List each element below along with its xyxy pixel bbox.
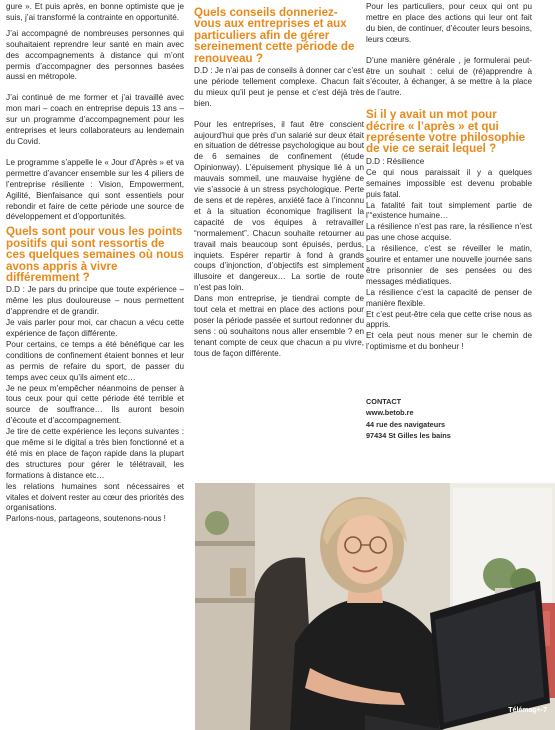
photo-illustration [195, 483, 555, 730]
paragraph: gure ». Et puis après, en bonne optimiste que je suis, j’ai transformé la contrainte en opportunité. [6, 2, 184, 22]
article-column-3 [366, 2, 532, 353]
contact-website-link[interactable]: www.betob.re [366, 408, 414, 418]
paragraph: Pour les particuliers, pour ceux qui ont pu mettre en place des actions qui leur ont fait du bien, de continuer, d’écouter leurs besoins, leurs cœurs. [366, 2, 532, 44]
contact-block [366, 396, 532, 441]
paragraph: Pour les entreprises, il faut être conscient aujourd’hui que près d’un salarié sur deux était en situation de détresse psychologique au bout de 6 semaines de confinement (étude Opinionway). L’épuisement physique lié à un mauvais sommeil, une mauvaise hygiène de vie s’associe à un stress psychologique. Perte de sens et de repères, anxiété face à l’inconnu et à la situation économique fragilisent la capacité de vos équipes à retravailler “normalement”. Chacun souhaite retourner au travail mais beaucoup sont épuisés, perdus, inquiets. Espérer repartir à fond à grands coups d’injonction, d’objectifs est simplement illusoire et dangereux… La sortie de route n’est pas loin. [194, 119, 364, 293]
contact-title: CONTACT [366, 397, 402, 406]
page-folio: Télémag+-7 [508, 707, 547, 714]
paragraph: Ce qui nous paraissait il y a quelques semaines impossible est devenu probable puis fatal. [366, 167, 532, 199]
paragraph: La résilience n’est pas rare, la résilience n’est pas une chose acquise. [366, 222, 532, 243]
paragraph: La résilience, c’est se réveiller le matin, sourire et entamer une nouvelle journée sans être prisonnier de ses pensées ou des messages médiatiques. [366, 244, 532, 286]
paragraph: D.D : Résilience [366, 156, 425, 166]
paragraph: Et cela peut nous mener sur le chemin de l’optimisme et du bonheur ! [366, 331, 532, 352]
question-heading: Quels sont pour vous les points positifs qui sont ressortis de ces quelques semaines où nous avons appris à vivre différemment ? [6, 225, 184, 284]
paragraph: Le programme s’appelle le « Jour d’Après » et va permettre d’avancer ensemble sur les 4 piliers de l’entreprise résiliente : Vision, Empowerment, Agilité, Bienfaisance qui sont essentiels pour rebondir et faire de cette période une source de développement et d’opportunités. [6, 157, 184, 222]
contact-city: 97434 St Gilles les bains [366, 430, 451, 440]
paragraph: Je ne peux m’empêcher néanmoins de penser à tous ceux pour qui cette période été terrible et source de souffrance… Ils auront besoin d’écoute et d’accompagnement. [6, 383, 184, 426]
paragraph: D’une manière générale , je formulerai peut-être un souhait : celui de (ré)apprendre à s’écouter, à échanger, à se mettre à la place de l’autre. [366, 55, 532, 98]
article-column-2 [194, 2, 364, 360]
paragraph: D.D : Je n’ai pas de conseils à donner car c’est une période tellement complexe. Chacun fait du mieux qu’il peut je pense et c’est déjà très bien. [194, 66, 364, 108]
paragraph: Et c’est peut-être cela que cette crise nous as appris. [366, 309, 532, 330]
article-column-1 [6, 2, 184, 525]
paragraph: La résilience c’est la capacité de penser de manière flexible. [366, 287, 532, 308]
paragraph: Parlons-nous, partageons, soutenons-nous ! [6, 514, 166, 524]
paragraph: La fatalité fait tout simplement partie de l’“existence humaine… [366, 200, 532, 221]
paragraph: J’ai accompagné de nombreuses personnes qui souhaitaient reprendre leur santé en main avec des accompagnements à distance qui m’ont permis d’accompagner des personnes basées aussi en métropole. [6, 28, 184, 82]
paragraph: J’ai continué de me former et j’ai travaillé avec mon mari – coach en entreprise depuis 13 ans – sur un programme d’accompagnement pour les entreprises et leurs collaborateurs au lendemain du Covid. [6, 93, 184, 146]
question-heading: Si il y avait un mot pour décrire « l’après » et qui représente votre philosophie de vie ce serait lequel ? [366, 108, 526, 156]
paragraph: Dans mon entreprise, je tiendrai compte de tout cela et mettrai en place des actions pour poser la période passée et surtout redonner du sens : où souhaitons nous aller ensemble ? en tenant compte de ceux que chacun a pu vivre, tous de façon différente. [194, 294, 364, 358]
paragraph: D.D : Je pars du principe que toute expérience – même les plus douloureuse – nous permettent d’apprendre et de grandir. [6, 285, 184, 317]
paragraph: Pour certains, ce temps a été bénéfique car les conditions de confinement étaient bonnes et leur as permis de refaire du sport, de passer du temps avec ceux qu’ils aiment etc… [6, 339, 184, 382]
paragraph: Je vais parler pour moi, car chacun a vécu cette expérience de façon différente. [6, 318, 184, 338]
question-heading: Quels conseils donneriez-vous aux entreprises et aux particuliers afin de gérer sereinement cette période de renouveau ? [194, 6, 355, 65]
woman-at-laptop-photo [195, 483, 555, 730]
paragraph: les relations humaines sont nécessaires et vitales et doivent rester au cœur des priorités des organisations. [6, 481, 184, 513]
paragraph: Je tire de cette expérience les leçons suivantes : que même si le digital a très bien fonctionné et a été mis en place de façon rapide dans la plupart des structures pour gérer le télétravail, les formations à distance etc… [6, 427, 184, 480]
contact-street: 44 rue des navigateurs [366, 419, 446, 429]
